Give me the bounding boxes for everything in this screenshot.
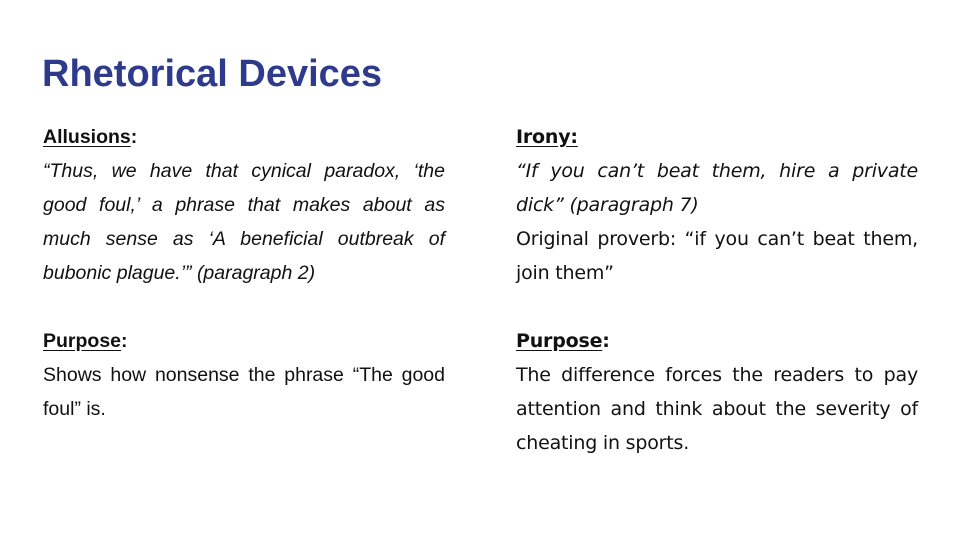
left-purpose-heading-colon: : bbox=[121, 330, 128, 352]
slide-title: Rhetorical Devices bbox=[42, 53, 383, 95]
left-purpose-heading bbox=[43, 324, 445, 358]
right-column bbox=[516, 120, 918, 460]
irony-heading-label: Irony: bbox=[516, 126, 578, 148]
left-purpose-heading-label: Purpose bbox=[43, 330, 122, 352]
original-proverb: Original proverb: “if you can’t beat them, join them” bbox=[516, 228, 918, 284]
right-purpose-heading-label: Purpose bbox=[516, 330, 603, 352]
allusions-heading-colon: : bbox=[130, 126, 138, 148]
left-column bbox=[43, 120, 445, 426]
left-purpose-text: Shows how nonsense the phrase “The good foul” is. bbox=[43, 364, 445, 420]
allusions-heading bbox=[43, 120, 445, 154]
right-purpose-heading-colon: : bbox=[602, 330, 610, 352]
spacer bbox=[516, 290, 918, 324]
irony-heading bbox=[516, 120, 918, 154]
irony-quote: “If you can’t beat them, hire a private dick” (paragraph 7) bbox=[516, 160, 918, 216]
allusions-heading-label: Allusions bbox=[43, 126, 131, 148]
right-purpose-heading bbox=[516, 324, 918, 358]
spacer bbox=[43, 290, 445, 324]
allusions-quote: “Thus, we have that cynical paradox, ‘the good foul,’ a phrase that makes about as much sense as ‘A beneficial outbreak of bubonic plague.’” (paragraph 2) bbox=[43, 160, 445, 284]
right-purpose-text: The difference forces the readers to pay attention and think about the severity of cheating in sports. bbox=[516, 364, 918, 454]
